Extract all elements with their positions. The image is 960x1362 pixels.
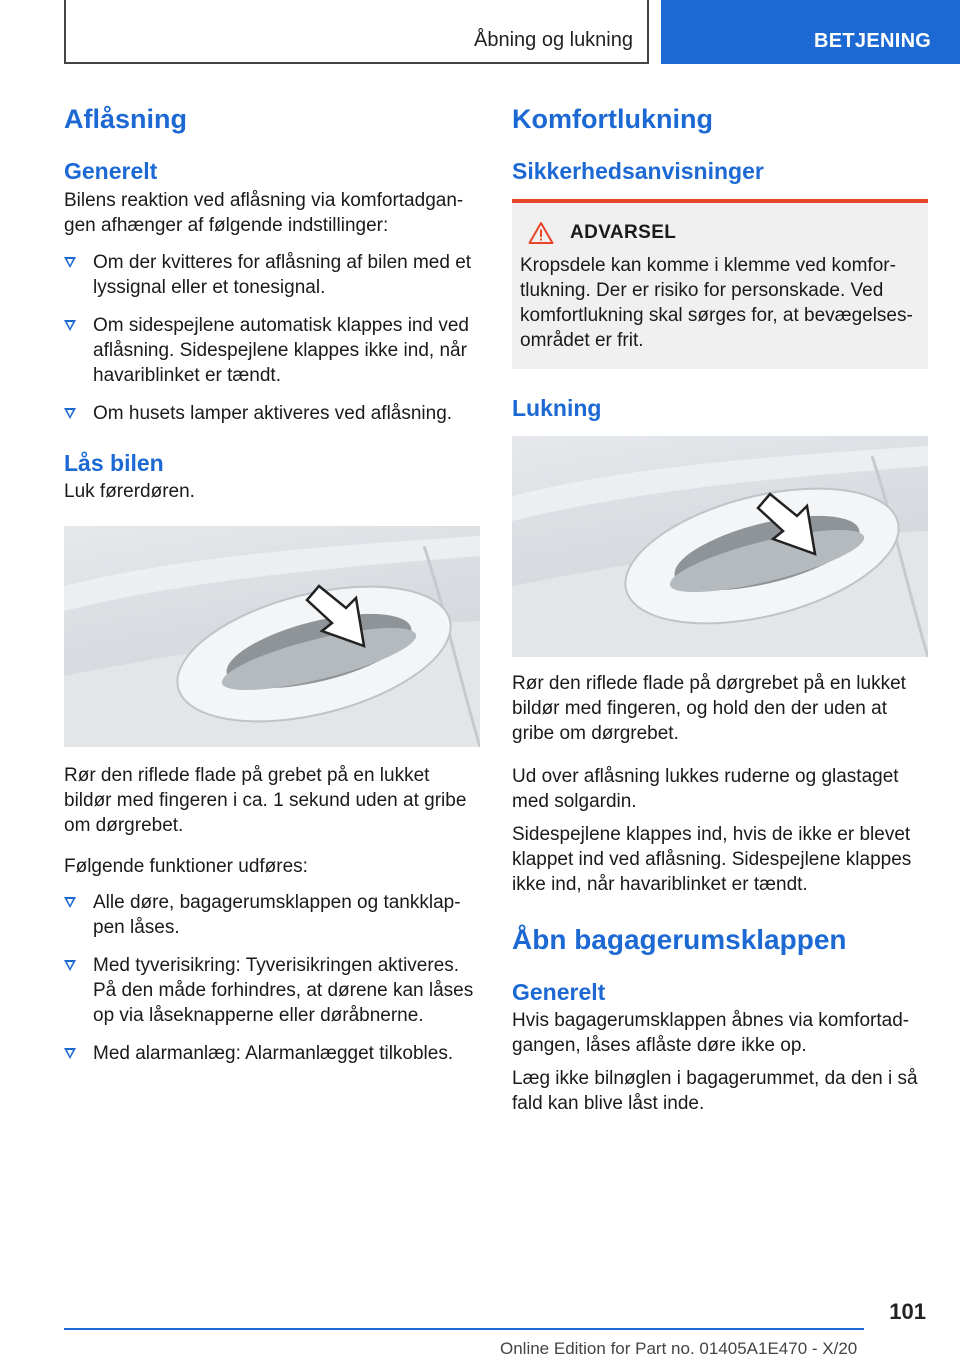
warning-triangle-icon <box>528 221 554 245</box>
touch-hold-paragraph: Rør den riflede flade på dørgrebet på en lukket bildør med fingeren, og hold den der uden at gribe om dørgrebet. <box>512 673 906 744</box>
heading-komfortlukning: Komfortlukning <box>512 104 713 134</box>
mirrors-paragraph: Sidespejlene klappes ind, hvis de ikke er blevet klappet ind ved aflåsning. Sidespejlene klappes ikke ind, når havariblinket er tændt. <box>512 824 912 895</box>
list-item: Med tyverisikring: Tyverisikringen aktiveres. På den måde forhindres, at dørene kan låses op via låseknapperne eller døråbnerne. <box>64 953 482 1028</box>
functions-list <box>64 890 482 1066</box>
section-tab <box>661 0 960 64</box>
bullet-triangle-icon <box>64 320 76 331</box>
warning-box <box>512 199 928 369</box>
bullet-triangle-icon <box>64 960 76 971</box>
bullet-triangle-icon <box>64 1048 76 1059</box>
door-handle-illustration <box>512 436 928 657</box>
list-item: Om sidespejlene automatisk klappes ind ved aflåsning. Sidespejlene klappes ikke ind, når havariblinket er tændt. <box>64 313 482 388</box>
close-door-paragraph: Luk førerdøren. <box>64 481 195 502</box>
heading-generelt: Generelt <box>64 158 158 184</box>
chapter-title: Åbning og lukning <box>473 29 633 51</box>
heading-las-bilen: Lås bilen <box>64 450 164 476</box>
page-number: 101 <box>889 1299 926 1324</box>
heading-lukning: Lukning <box>512 395 602 421</box>
bullet-triangle-icon <box>64 897 76 908</box>
touch-handle-paragraph: Rør den riflede flade på grebet på en lukket bildør med fingeren i ca. 1 sekund uden at gribe om dørgrebet. <box>64 765 467 836</box>
tailgate-paragraph: Hvis bagagerumsklappen åbnes via komfortad‐ gangen, låses aflåste døre ikke op. <box>512 1010 910 1056</box>
door-handle-illustration <box>64 526 480 747</box>
list-item: Med alarmanlæg: Alarmanlægget tilkobles. <box>64 1041 482 1066</box>
heading-generelt-2: Generelt <box>512 979 606 1005</box>
right-column <box>512 100 928 1116</box>
bullet-triangle-icon <box>64 257 76 268</box>
warning-text: Kropsdele kan komme i klemme ved komfor‐ tlukning. Der er risiko for personskade. Ved komfortlukning skal sørges for, at bevægelses‐ området er frit. <box>520 255 913 351</box>
heading-abn-bagagerumsklappen: Åbn bagagerumsklappen <box>512 924 847 955</box>
windows-paragraph: Ud over aflåsning lukkes ruderne og glastaget med solgardin. <box>512 766 899 812</box>
intro-paragraph: Bilens reaktion ved aflåsning via komfortadgan‐ gen afhænger af følgende indstillinger: <box>64 190 464 236</box>
warning-title: ADVARSEL <box>570 222 677 243</box>
list-item: Om husets lamper aktiveres ved aflåsning. <box>64 401 482 426</box>
left-column <box>64 100 482 1066</box>
functions-intro: Følgende funktioner udføres: <box>64 856 308 877</box>
settings-list <box>64 250 482 426</box>
heading-aflasning: Aflåsning <box>64 104 188 134</box>
edition-note: Online Edition for Part no. 01405A1E470 - X/20 <box>500 1339 858 1358</box>
section-label: BETJENING <box>814 30 932 52</box>
running-header-box <box>64 0 649 64</box>
footer-divider <box>64 1328 864 1330</box>
bullet-triangle-icon <box>64 408 76 419</box>
list-item: Alle døre, bagagerumsklappen og tankklap‐ pen låses. <box>64 890 482 940</box>
heading-sikkerhedsanvisninger: Sikkerhedsanvisninger <box>512 158 764 184</box>
key-paragraph: Læg ikke bilnøglen i bagagerummet, da den i så fald kan blive låst inde. <box>512 1068 918 1114</box>
warning-header <box>528 221 920 245</box>
list-item: Om der kvitteres for aflåsning af bilen med et lyssignal eller et tonesignal. <box>64 250 482 300</box>
